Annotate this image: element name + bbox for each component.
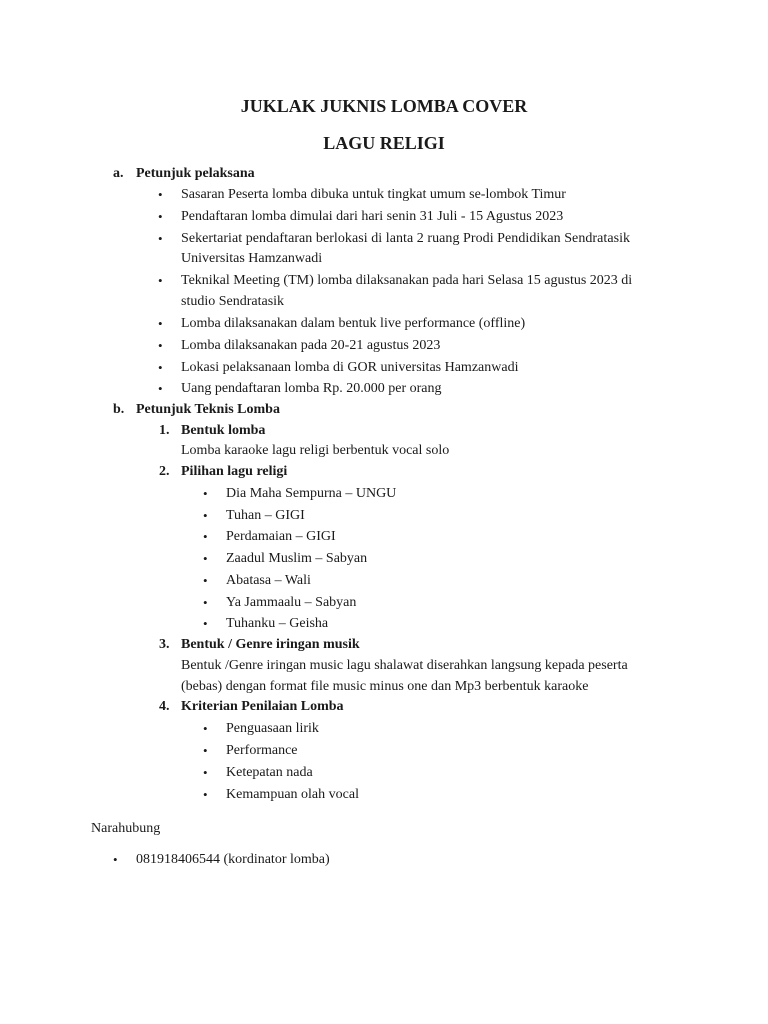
bullet-icon: •	[203, 551, 208, 566]
bullet-icon: •	[203, 486, 208, 501]
subsection-4-heading: Kriterian Penilaian Lomba	[181, 699, 344, 714]
bullet-icon: •	[158, 187, 163, 202]
subsection-1-text: Lomba karaoke lagu religi berbentuk vocal solo	[181, 443, 450, 458]
bullet-icon: •	[203, 721, 208, 736]
song-item: Zaadul Muslim – Sabyan	[226, 551, 368, 566]
bullet-icon: •	[203, 743, 208, 758]
bullet-icon: •	[203, 573, 208, 588]
section-a-item-continuation: Universitas Hamzanwadi	[181, 251, 323, 266]
song-item: Perdamaian – GIGI	[226, 529, 336, 544]
bullet-icon: •	[158, 316, 163, 331]
bullet-icon: •	[203, 616, 208, 631]
subsection-2-heading: Pilihan lagu religi	[181, 464, 288, 479]
bullet-icon: •	[203, 595, 208, 610]
section-a-item-continuation: studio Sendratasik	[181, 294, 285, 309]
criteria-item: Kemampuan olah vocal	[226, 787, 359, 802]
subsection-4-marker: 4.	[159, 699, 170, 714]
bullet-icon: •	[158, 338, 163, 353]
bullet-icon: •	[158, 209, 163, 224]
section-b-heading: Petunjuk Teknis Lomba	[136, 402, 280, 417]
criteria-item: Penguasaan lirik	[226, 721, 319, 736]
contact-label: Narahubung	[91, 821, 161, 836]
subsection-3-marker: 3.	[159, 637, 170, 652]
song-item: Abatasa – Wali	[226, 573, 311, 588]
song-item: Tuhan – GIGI	[226, 508, 305, 523]
subsection-1-marker: 1.	[159, 423, 170, 438]
criteria-item: Performance	[226, 743, 298, 758]
bullet-icon: •	[158, 381, 163, 396]
criteria-item: Ketepatan nada	[226, 765, 313, 780]
section-a-item: Lokasi pelaksanaan lomba di GOR universitas Hamzanwadi	[181, 360, 519, 375]
section-a-item: Lomba dilaksanakan dalam bentuk live performance (offline)	[181, 316, 526, 331]
section-a-item: Lomba dilaksanakan pada 20-21 agustus 2023	[181, 338, 441, 353]
subsection-2-marker: 2.	[159, 464, 170, 479]
bullet-icon: •	[158, 273, 163, 288]
bullet-icon: •	[203, 787, 208, 802]
bullet-icon: •	[203, 765, 208, 780]
section-a-item: Sekertariat pendaftaran berlokasi di lanta 2 ruang Prodi Pendidikan Sendratasik	[181, 231, 631, 246]
subsection-3-text-continuation: (bebas) dengan format file music minus one dan Mp3 berbentuk karaoke	[181, 679, 589, 694]
subsection-3-heading: Bentuk / Genre iringan musik	[181, 637, 360, 652]
song-item: Dia Maha Sempurna – UNGU	[226, 486, 397, 501]
contact-phone: 081918406544 (kordinator lomba)	[136, 852, 330, 867]
bullet-icon: •	[113, 852, 118, 867]
subsection-3-text: Bentuk /Genre iringan music lagu shalawat diserahkan langsung kepada peserta	[181, 658, 628, 673]
song-item: Tuhanku – Geisha	[226, 616, 329, 631]
bullet-icon: •	[158, 231, 163, 246]
section-b-marker: b.	[113, 402, 125, 417]
section-a-item: Pendaftaran lomba dimulai dari hari senin 31 Juli - 15 Agustus 2023	[181, 209, 564, 224]
section-a-item: Teknikal Meeting (TM) lomba dilaksanakan pada hari Selasa 15 agustus 2023 di	[181, 273, 633, 288]
section-a-item: Uang pendaftaran lomba Rp. 20.000 per orang	[181, 381, 442, 396]
document-title-line-1: JUKLAK JUKNIS LOMBA COVER	[240, 96, 528, 116]
section-a-item: Sasaran Peserta lomba dibuka untuk tingkat umum se-lombok Timur	[181, 187, 566, 202]
subsection-1-heading: Bentuk lomba	[181, 423, 266, 438]
document-title-line-2: LAGU RELIGI	[323, 133, 445, 153]
bullet-icon: •	[203, 529, 208, 544]
bullet-icon: •	[203, 508, 208, 523]
song-item: Ya Jammaalu – Sabyan	[226, 595, 357, 610]
bullet-icon: •	[158, 360, 163, 375]
section-a-heading: Petunjuk pelaksana	[136, 166, 255, 181]
section-a-marker: a.	[113, 166, 124, 181]
